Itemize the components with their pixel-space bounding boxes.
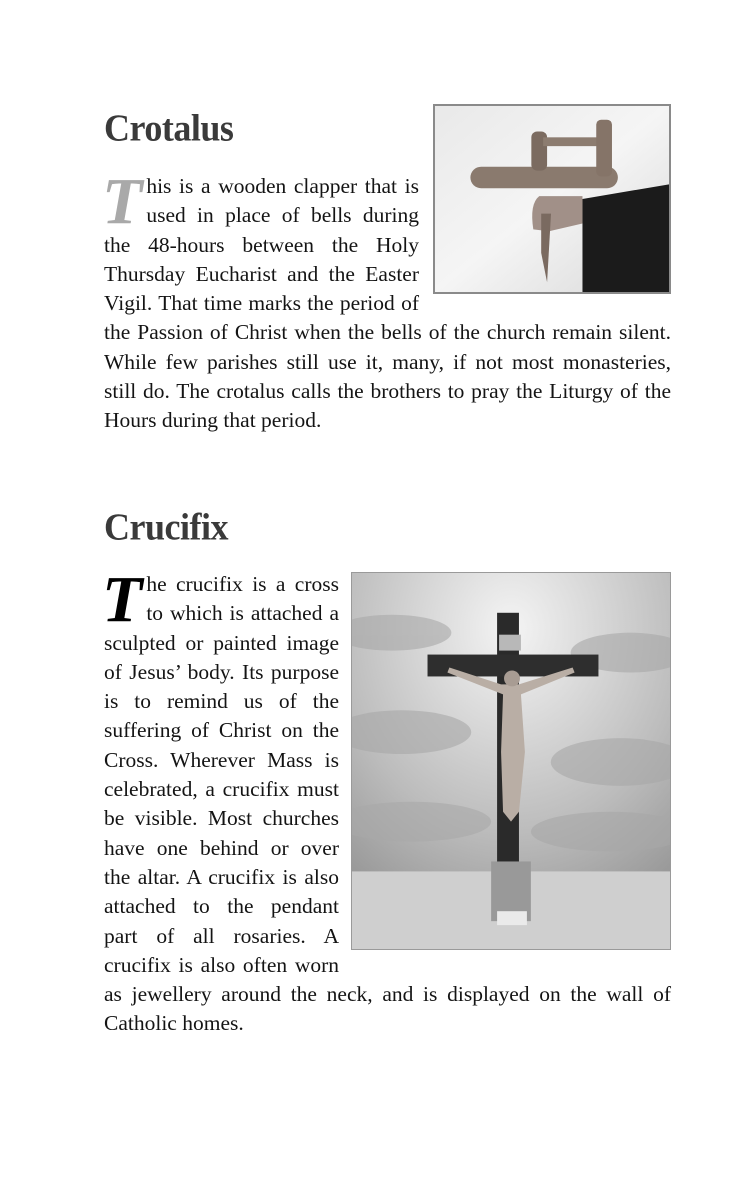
section-crotalus <box>102 165 671 436</box>
crucifix-image <box>352 573 670 949</box>
crotalus-text: his is a wooden clapper that is used in place of bells during the 48-hours between the Holy Thursday Eucharist and the Easter Vigil. That time marks the period of the Passion of Christ when the bells of the church remain silent. While few parishes still use it, many, if not most monasteries, still do. The crotalus calls the brothers to pray the Liturgy of the Hours during that period. <box>104 174 671 433</box>
section-title-crucifix: Crucifix <box>104 506 228 548</box>
section-title-crotalus: Crotalus <box>104 107 234 149</box>
crotalus-image <box>435 106 669 292</box>
crucifix-photo <box>351 572 671 950</box>
dropcap-crucifix: T <box>102 563 143 636</box>
section-crucifix <box>102 563 671 1039</box>
crucifix-text: he crucifix is a cross to which is attached a sculpted or painted image of Jesus’ body. Its purpose is to remind us of the suffering of Christ on the Cross. Wherever Mass is celebrated, a crucifix must be visible. Most churches have one behind or over the altar. A crucifix is also attached to the pendant part of all rosaries. A crucifix is also often worn as jewellery around the neck, and is displayed on the wall of Catholic homes. <box>104 572 671 1036</box>
crotalus-photo <box>433 104 671 294</box>
dropcap-crotalus: T <box>102 165 143 238</box>
